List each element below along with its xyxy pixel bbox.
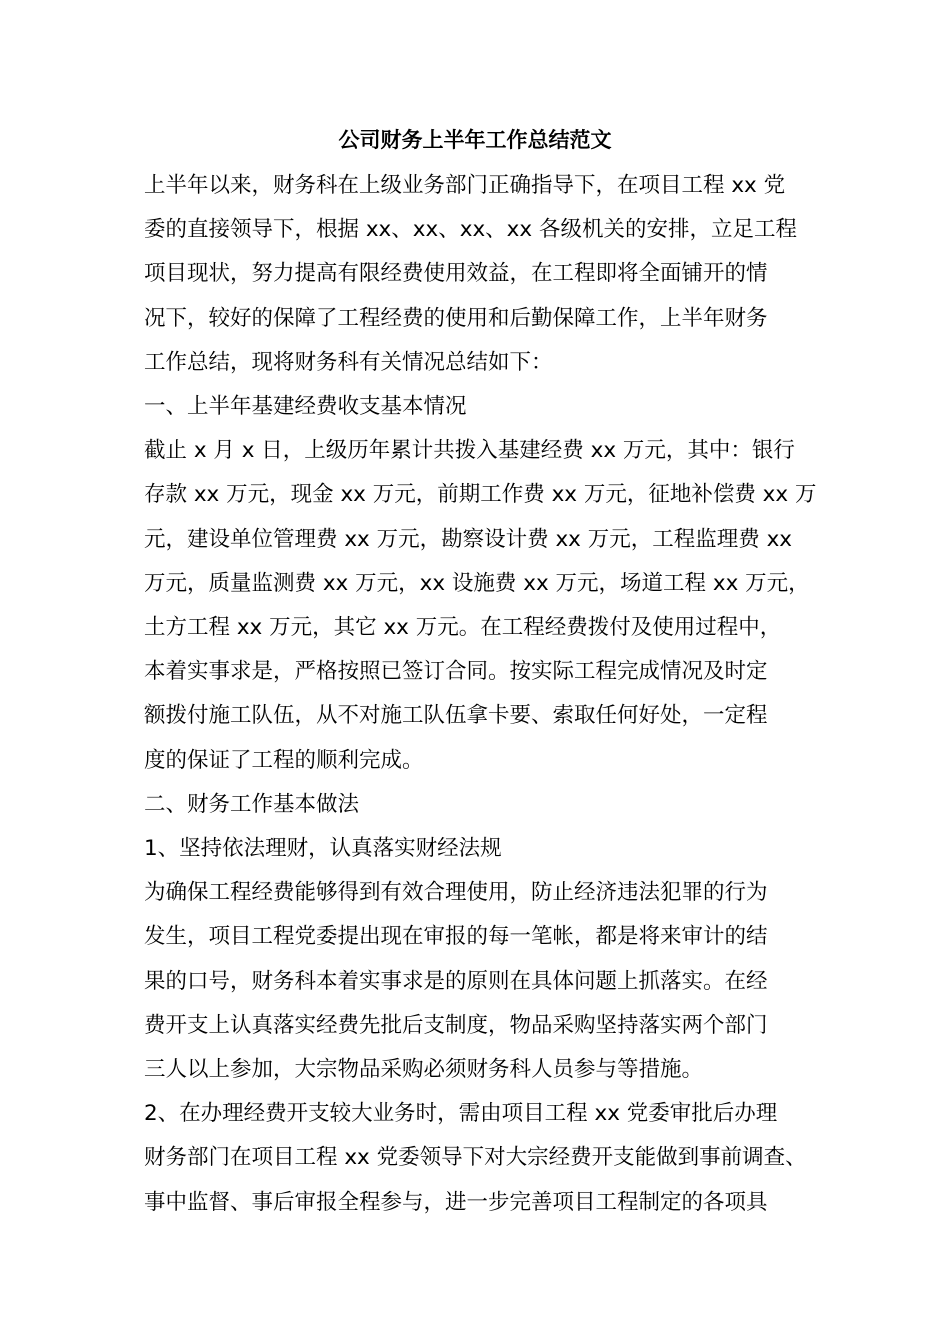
body-line: 土方工程 xx 万元，其它 xx 万元。在工程经费拨付及使用过程中， <box>144 615 782 641</box>
body-line: 工作总结，现将财务科有关情况总结如下： <box>144 349 553 375</box>
body-line: 财务部门在项目工程 xx 党委领导下对大宗经费开支能做到事前调查、 <box>144 1145 807 1171</box>
body-line: 况下，较好的保障了工程经费的使用和后勤保障工作，上半年财务 <box>144 305 768 331</box>
body-line: 费开支上认真落实经费先批后支制度，物品采购坚持落实两个部门 <box>144 1012 768 1038</box>
subsection-heading-2: 2、在办理经费开支较大业务时，需由项目工程 xx 党委审批后办理 <box>144 1101 778 1127</box>
body-line: 额拨付施工队伍，从不对施工队伍拿卡要、索取任何好处，一定程 <box>144 703 768 729</box>
body-line: 果的口号，财务科本着实事求是的原则在具体问题上抓落实。在经 <box>144 968 768 994</box>
body-line: 委的直接领导下，根据 xx、xx、xx、xx 各级机关的安排，立足工程 <box>144 217 797 243</box>
subsection-heading-1: 1、坚持依法理财，认真落实财经法规 <box>144 836 502 862</box>
body-line: 项目现状，努力提高有限经费使用效益，在工程即将全面铺开的情 <box>144 261 768 287</box>
body-line: 为确保工程经费能够得到有效合理使用，防止经济违法犯罪的行为 <box>144 880 768 906</box>
body-line: 发生，项目工程党委提出现在审报的每一笔帐，都是将来审计的结 <box>144 924 768 950</box>
section-heading-2: 二、财务工作基本做法 <box>144 791 360 817</box>
body-line: 万元，质量监测费 xx 万元，xx 设施费 xx 万元，场道工程 xx 万元， <box>144 570 810 596</box>
body-line: 存款 xx 万元，现金 xx 万元，前期工作费 xx 万元，征地补偿费 xx 万 <box>144 482 817 508</box>
section-heading-1: 一、上半年基建经费收支基本情况 <box>144 394 467 420</box>
document-body <box>144 164 817 1225</box>
body-line: 事中监督、事后审报全程参与，进一步完善项目工程制定的各项具 <box>144 1189 768 1215</box>
body-line: 元，建设单位管理费 xx 万元，勘察设计费 xx 万元，工程监理费 xx <box>144 526 793 552</box>
body-line: 本着实事求是，严格按照已签订合同。按实际工程完成情况及时定 <box>144 659 768 685</box>
document-title: 公司财务上半年工作总结范文 <box>338 128 612 152</box>
body-line: 三人以上参加，大宗物品采购必须财务科人员参与等措施。 <box>144 1057 704 1083</box>
body-line: 上半年以来，财务科在上级业务部门正确指导下，在项目工程 xx 党 <box>144 173 786 198</box>
body-line: 度的保证了工程的顺利完成。 <box>144 747 424 773</box>
body-line: 截止 x 月 x 日，上级历年累计共拨入基建经费 xx 万元，其中：银行 <box>144 438 795 464</box>
